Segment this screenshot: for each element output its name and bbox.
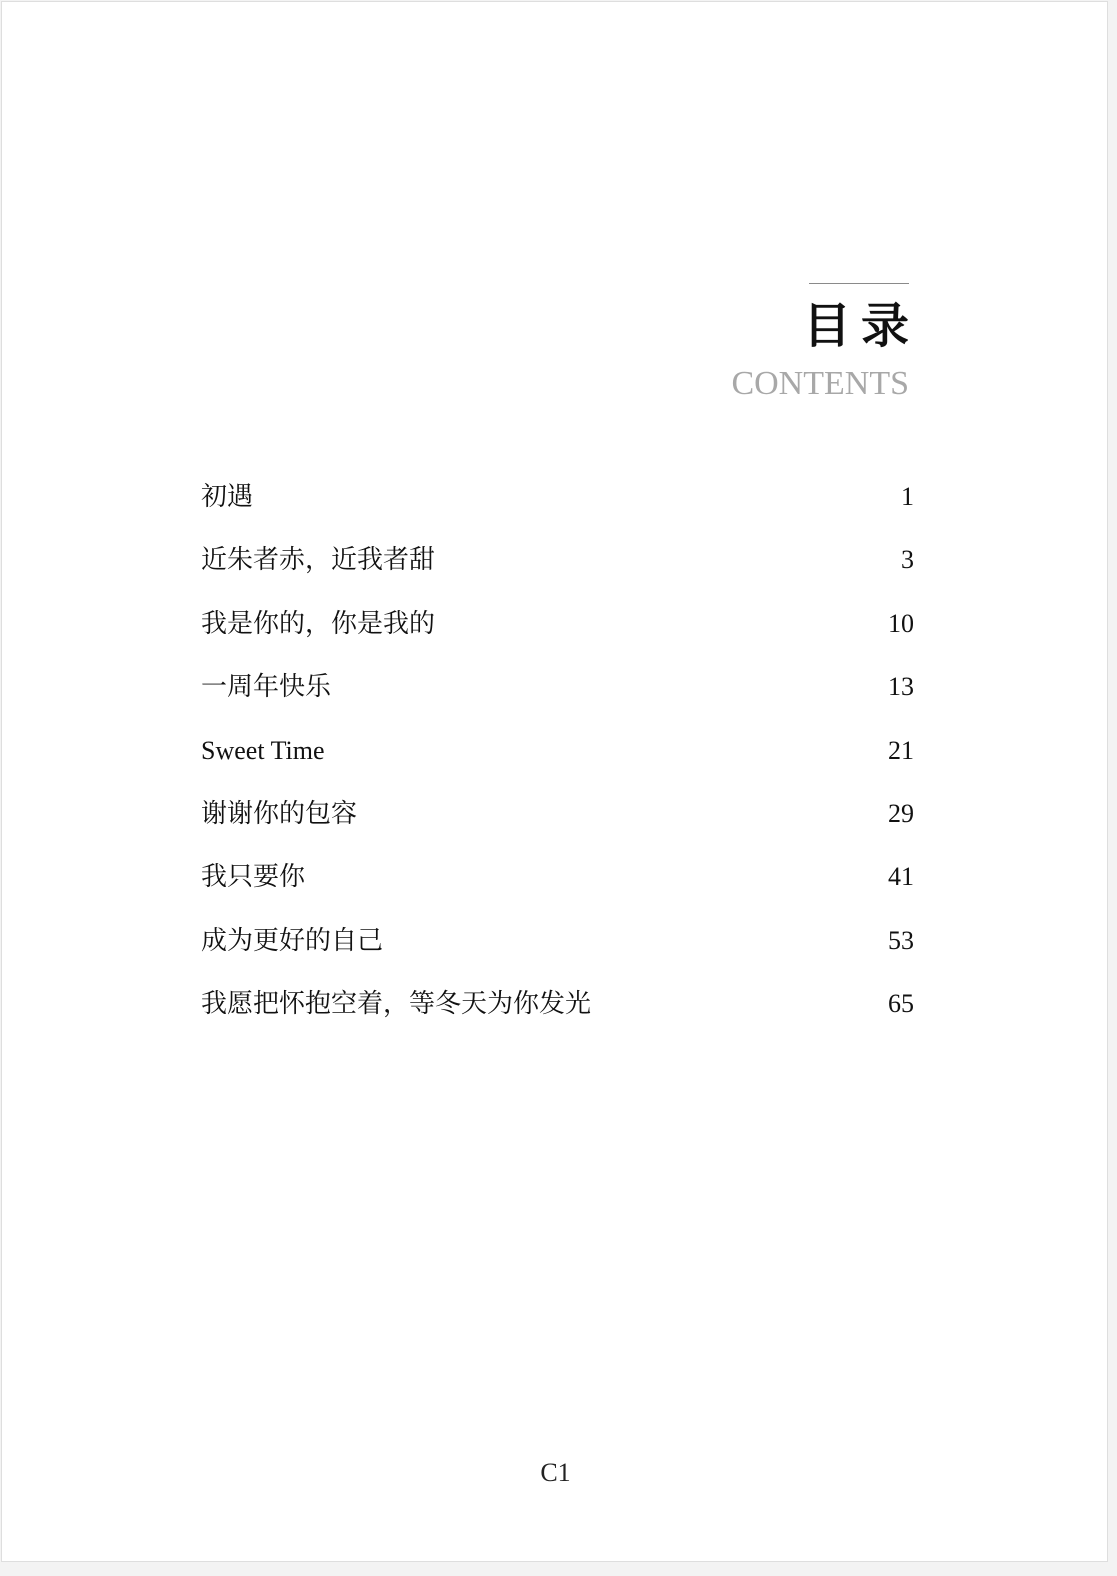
toc-entry-page: 41 [888, 862, 914, 892]
toc-entry-page: 53 [888, 925, 914, 955]
table-of-contents [201, 476, 914, 1047]
toc-entry[interactable] [201, 793, 914, 856]
toc-entry-page: 3 [901, 545, 914, 575]
toc-entry-title: 我是你的，你是我的 [201, 608, 436, 638]
toc-entry-page: 29 [888, 798, 914, 828]
toc-entry-page: 13 [888, 672, 914, 702]
toc-entry-title: 近朱者赤，近我者甜 [201, 545, 436, 575]
page-subtitle: CONTENTS [731, 365, 909, 402]
toc-entry-title: 初遇 [201, 482, 254, 511]
toc-entry[interactable] [201, 539, 914, 602]
toc-entry-page: 10 [888, 608, 914, 638]
toc-entry-title: 我愿把怀抱空着，等冬天为你发光 [201, 989, 592, 1019]
page-number: C1 [540, 1458, 571, 1487]
title-divider [809, 283, 909, 284]
toc-entry-page: 65 [888, 989, 914, 1019]
toc-entry-title: 成为更好的自己 [201, 925, 384, 955]
page-title: 目录 [802, 298, 919, 354]
toc-entry-title: 谢谢你的包容 [201, 798, 358, 828]
toc-entry-title: 一周年快乐 [201, 672, 332, 702]
toc-entry[interactable] [201, 603, 914, 666]
toc-entry-page: 21 [888, 735, 914, 765]
toc-entry[interactable] [201, 730, 914, 793]
toc-entry-title: 我只要你 [201, 862, 306, 892]
toc-entry[interactable] [201, 666, 914, 729]
toc-entry-page: 1 [901, 482, 914, 511]
toc-entry[interactable] [201, 856, 914, 919]
document-page [1, 1, 1108, 1562]
toc-entry[interactable] [201, 476, 914, 539]
toc-entry[interactable] [201, 920, 914, 983]
toc-entry[interactable] [201, 983, 914, 1046]
toc-entry-title: Sweet Time [201, 735, 325, 765]
